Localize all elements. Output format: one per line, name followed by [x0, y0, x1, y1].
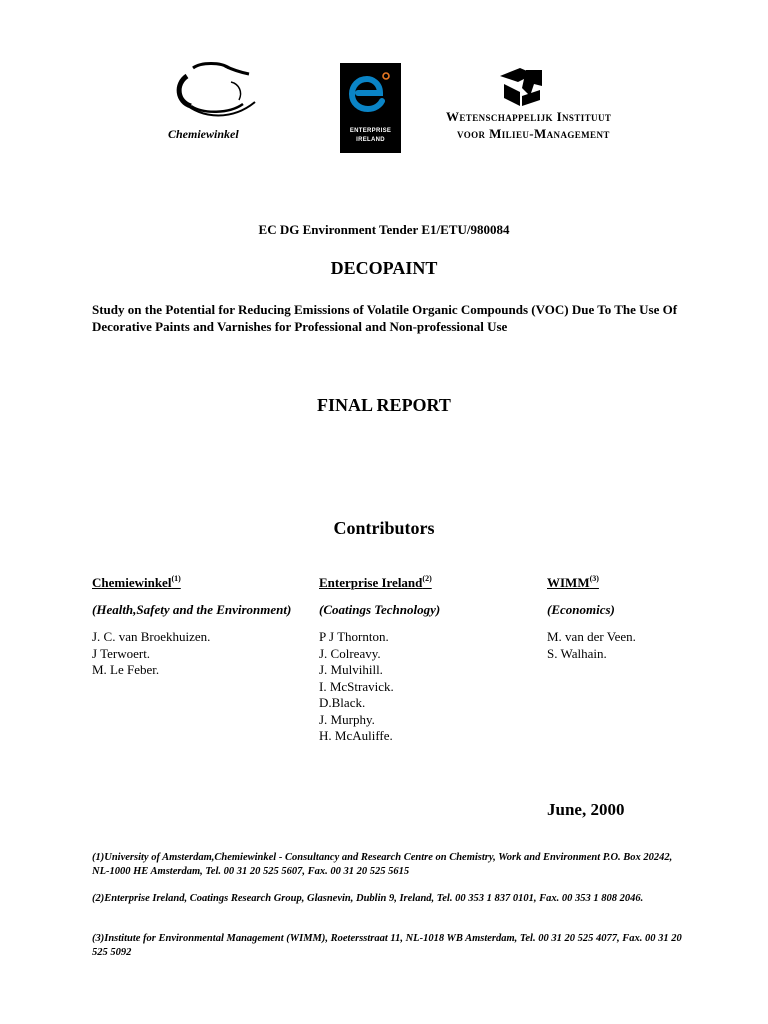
column-heading: [319, 571, 440, 592]
study-description: Study on the Potential for Reducing Emissions of Volatile Organic Compounds (VOC) Due To The Use Of Decorative Paints and Varnishes for Professional and Non-professional Use: [92, 302, 678, 334]
footnote-2: (2)Enterprise Ireland, Coatings Research Group, Glasnevin, Dublin 9, Ireland, Tel. 00 353 1 837 0101, Fax. 00 353 1 808 2046.: [92, 893, 644, 904]
footnote-marker: (2): [422, 574, 432, 583]
person-name: J Terwoert.: [92, 645, 151, 661]
wimm-logo: [440, 66, 670, 148]
footnote-marker: (1): [171, 574, 181, 583]
column-name: WIMM: [547, 575, 590, 590]
tender-reference: EC DG Environment Tender E1/ETU/980084: [258, 222, 510, 237]
chemiewinkel-flask-icon: [173, 62, 257, 124]
person-name: D.Black.: [319, 695, 366, 710]
person-name: M. van der Veen.: [547, 629, 636, 644]
contributor-column-wimm: [547, 571, 636, 662]
column-name: Chemiewinkel: [92, 575, 172, 590]
ei-label-line2: IRELAND: [356, 137, 385, 143]
people-list: [92, 629, 291, 679]
footnote-marker: (3): [589, 574, 599, 583]
ei-label-line1: ENTERPRISE: [349, 128, 392, 134]
column-role: (Coatings Technology): [319, 601, 441, 617]
report-date: June, 2000: [547, 800, 625, 819]
wimm-label-line1: Wetenschappelijk Instituut: [446, 109, 612, 124]
column-role: (Health,Safety and the Environment): [92, 601, 292, 617]
person-name: P J Thornton.: [319, 629, 389, 644]
wimm-label-line2: voor Milieu-Management: [457, 126, 610, 141]
column-heading: [547, 571, 636, 592]
person-name: J. Colreavy.: [319, 645, 381, 661]
wimm-emblem-icon: [490, 66, 550, 108]
column-role: (Economics): [547, 601, 615, 617]
chemiewinkel-logo: [165, 62, 265, 144]
person-name: J. C. van Broekhuizen.: [92, 629, 211, 644]
person-name: H. McAuliffe.: [319, 728, 393, 743]
footnote-3: (3)Institute for Environmental Management (WIMM), Roetersstraat 11, NL-1018 WB Amsterdam, Tel. 00 31 20 525 4077, Fax. 00 31 20 525 5092: [92, 933, 682, 958]
enterprise-ireland-logo: [340, 63, 401, 153]
chemiewinkel-label: Chemiewinkel: [168, 127, 239, 141]
contributors-heading: Contributors: [333, 518, 435, 538]
document-title: DECOPAINT: [330, 258, 438, 278]
report-type: FINAL REPORT: [317, 395, 451, 415]
enterprise-ireland-e-icon: [340, 63, 401, 123]
column-heading: [92, 571, 291, 592]
people-list: [547, 629, 636, 662]
footnote-1: (1)University of Amsterdam,Chemiewinkel - Consultancy and Research Centre on Chemistry, Work and Environment P.O. Box 20242, NL-1000 HE Amsterdam, Tel. 00 31 20 525 5607, Fax. 00 31 20 525 5615: [92, 852, 673, 877]
person-name: M. Le Feber.: [92, 662, 160, 677]
person-name: J. Murphy.: [319, 711, 375, 727]
person-name: S. Walhain.: [547, 645, 607, 661]
person-name: J. Mulvihill.: [319, 662, 383, 677]
contributor-column-chemiewinkel: [92, 571, 291, 679]
column-name: Enterprise Ireland: [319, 575, 423, 590]
contributor-column-enterprise-ireland: [319, 571, 440, 745]
people-list: [319, 629, 440, 745]
person-name: I. McStravick.: [319, 678, 394, 694]
